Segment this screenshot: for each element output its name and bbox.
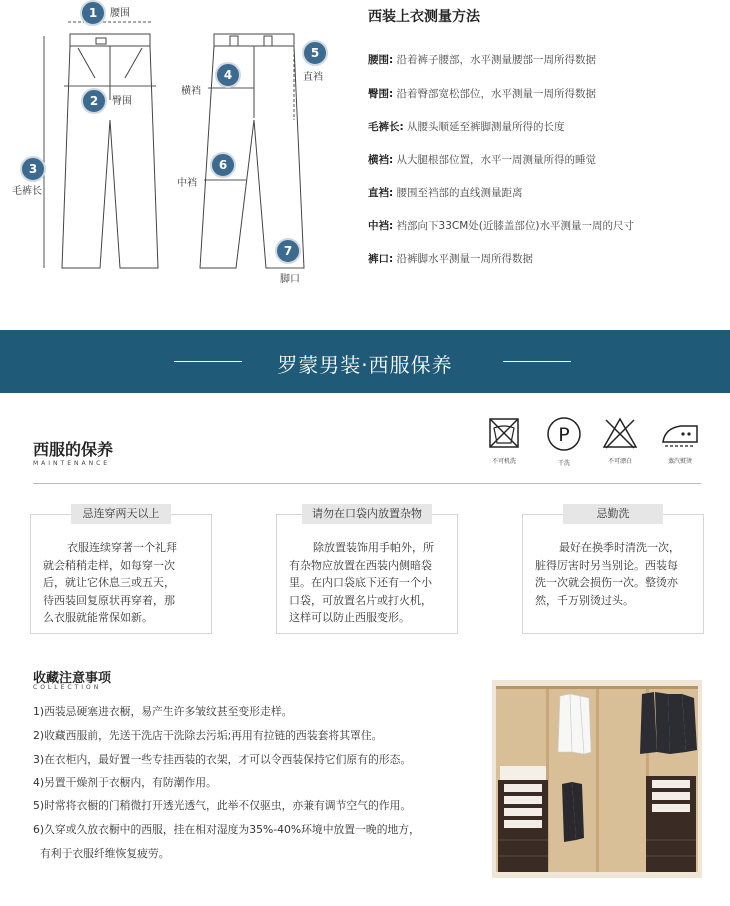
care-title: 西服的保养	[33, 440, 114, 459]
no-bleach-icon	[602, 416, 638, 450]
dark-jackets	[640, 692, 697, 754]
care-icon-no-bleach	[590, 416, 650, 465]
care-icon-dry-clean	[534, 416, 594, 467]
collection-title: 收藏注意事项	[33, 671, 112, 686]
label-knee: 中裆	[177, 178, 197, 189]
list-item: 1)西装忌硬塞进衣橱，易产生许多皱纹甚至变形走样。	[33, 705, 293, 718]
measure-row: 中裆: 裆部向下33CM处(近膝盖部位)水平测量一周的尺寸	[368, 220, 634, 232]
front-pants-drawing	[62, 34, 158, 268]
collection-subtitle: COLLECTION	[33, 684, 102, 691]
badge-hip: 2	[81, 88, 107, 114]
care-banner	[0, 330, 730, 393]
care-icon-steam-iron	[650, 416, 710, 465]
list-item: 5)时常将衣橱的门稍微打开透光透气，此举不仅驱虫，亦兼有调节空气的作用。	[33, 799, 412, 812]
card-body: 衣服连续穿著一个礼拜 就会稍稍走样，如每穿一次 后，就让它休息三或五天， 待西装回复原状再穿着，那 么衣服就能常保如新。	[43, 541, 177, 624]
measure-row: 臀围: 沿着臀部宽松部位，水平测量一周所得数据	[368, 88, 597, 100]
wardrobe-image	[492, 680, 702, 878]
no-wash-icon	[487, 416, 521, 450]
label-hip: 臀围	[112, 96, 132, 107]
list-item: 有利于衣服纤维恢复疲劳。	[40, 847, 170, 860]
white-shirts	[558, 694, 591, 754]
icon-label: 蒸汽熨烫	[667, 458, 692, 465]
label-hem: 脚口	[280, 274, 300, 285]
care-card	[30, 507, 212, 634]
badge-waist: 1	[80, 0, 106, 26]
card-heading: 忌连穿两天以上	[71, 504, 171, 524]
measure-row: 直裆: 腰围至裆部的直线测量距离	[368, 187, 523, 199]
list-item: 3)在衣柜内，最好置一些专挂西装的衣架，才可以令西装保持它们原有的形态。	[33, 753, 412, 766]
care-subtitle: MAINTENANCE	[33, 460, 111, 467]
measure-row: 裤口: 沿裤脚水平测量一周所得数据	[368, 253, 534, 265]
badge-hem: 7	[275, 238, 301, 264]
badge-thigh: 4	[215, 62, 241, 88]
hanging-clothes	[562, 782, 584, 842]
icon-label: 不可机洗	[491, 458, 516, 465]
card-body: 除放置装饰用手帕外，所 有杂物应放置在西装内侧暗袋 里。在内口袋底下还有一个小 口袋，可放置名片或打火机， 这样可以防止西服变形。	[289, 541, 434, 624]
card-heading: 请勿在口袋内放置杂物	[302, 504, 432, 524]
list-item: 6)久穿或久放衣橱中的西服，挂在相对湿度为35%-40%环境中放置一晚的地方，	[33, 823, 420, 836]
banner-title: 罗蒙男装·西服保养	[277, 353, 453, 377]
steam-iron-icon	[659, 416, 701, 450]
divider	[33, 483, 701, 484]
label-rise: 直裆	[303, 72, 323, 83]
care-icon-no-wash	[474, 416, 534, 465]
measure-row: 横裆: 从大腿根部位置，水平一周测量所得的睡觉	[368, 154, 597, 166]
care-card	[522, 507, 704, 634]
label-thigh: 横裆	[181, 86, 201, 97]
badge-knee: 6	[210, 152, 236, 178]
badge-length: 3	[20, 156, 46, 182]
label-waist: 腰围	[110, 8, 130, 19]
dry-clean-icon	[546, 416, 582, 452]
list-item: 4)另置干燥剂于衣橱内，有防潮作用。	[33, 776, 217, 789]
measure-row: 腰围: 沿着裤子腰部，水平测量腰部一周所得数据	[368, 54, 597, 66]
measure-row: 毛裤长: 从腰头顺延至裤脚测量所得的长度	[368, 121, 565, 133]
measure-title: 西装上衣测量方法	[368, 9, 480, 25]
card-body: 最好在换季时清洗一次， 脏得厉害时另当别论。西装每 洗一次就会损伤一次。整烫亦 然，千万别烫过头。	[535, 541, 680, 607]
dry-clean-glyph: P	[558, 424, 570, 446]
banner-divider-right	[503, 361, 571, 362]
label-length: 毛裤长	[12, 186, 42, 197]
card-heading: 忌勤洗	[563, 504, 663, 524]
list-item: 2)收藏西服前，先送干洗店干洗除去污垢;再用有拉链的西装套将其罩住。	[33, 729, 383, 742]
badge-rise: 5	[302, 40, 328, 66]
icon-label: 干洗	[557, 460, 570, 467]
icon-label: 不可漂白	[607, 458, 632, 465]
care-card	[276, 507, 458, 634]
